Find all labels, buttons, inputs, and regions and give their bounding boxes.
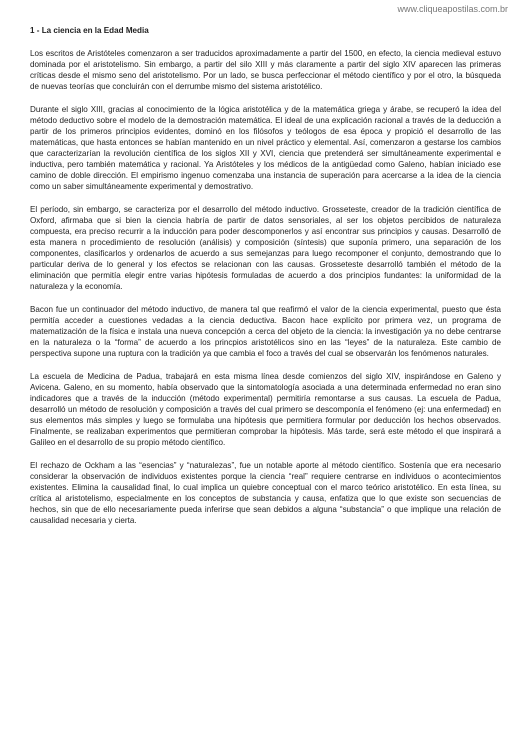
section-title: 1 - La ciencia en la Edad Media: [30, 26, 149, 35]
site-url: www.cliqueapostilas.com.br: [397, 4, 508, 14]
paragraph-metodo-inductivo: El período, sin embargo, se caracteriza por el desarrollo del método inductivo. Grosseteste, creador de la tradición científica de Oxford, afirmaba que si bien la ciencia habría de partir de datos sensoriales, al ser los objetos percibidos de naturaleza compuesta, era preciso recurrir a la inducción para poder descomponerlos y así encontrar sus principios y causas. Desarrolló de esta manera n procedimiento de resolución (análisis) y composición (síntesis) que suponía primero, una separación de los componentes, clasificarlos y ordenarlos de acuerdo a sus semejanzas para luego recomponer el conjunto, demostrando que lo particular deriva de lo general y los efectos se relacionan con las causas. Grosseteste desarrolló también el método de la eliminación que permitía elegir entre varias hipótesis formuladas de acuerdo a dos principios fundantes: la uniformidad de la naturaleza y la economía.: [30, 205, 501, 291]
paragraph-padua: La escuela de Medicina de Padua, trabajará en esta misma línea desde comienzos del siglo XIV, inspirándose en Galeno y Avicena. Galeno, en su momento, había observado que la sintomatología asociada a una determinada enfermedad no eran sino indicadores que a través de la inducción (método experimental) permitiría remontarse a sus causas. La escuela de Padua, desarrolló un método de resolución y composición a través del cual primero se descomponía el fenómeno (ej: una enfermedad) en sus elementos más simples y luego se formulaba una hipótesis que permitiera formular por deducción los hechos observados. Finalmente, se realizaban experimentos que permitieran comprobar la hipótesis. Más tarde, será este método el que inspirará a Galileo en el desarrollo de su propio método científico.: [30, 372, 501, 447]
paragraph-siglo-xiii: Durante el siglo XIII, gracias al conocimiento de la lógica aristotélica y de la matemática griega y árabe, se recuperó la idea del método deductivo sobre el modelo de la demostración matemática. El ideal de una explicación racional a través de la deducción a partir de los primeros principios evidentes, dominó en los filósofos y teólogos de esa época y propició el desarrollo de las matemáticas, que hasta entonces se habían mantenido en un nivel práctico y elemental. Así, comenzaron a gestarse los cambios que caracterizarían la revolución científica de los siglos XII y XVI, ciencia que pretenderá ser simultáneamente experimental e inductiva, pero también matemática y racional. Ya Aristóteles y los médicos de la antigüedad como Galeno, habían iniciado ese camino de doble dirección. El empirismo ingenuo comenzaba una instancia de superación para acercarse a la idea de la ciencia como un saber simultáneamente experimental y demostrativo.: [30, 105, 501, 191]
paragraph-bacon: Bacon fue un continuador del método inductivo, de manera tal que reafirmó el valor de la ciencia experimental, puesto que ésta permitía acceder a cuestiones vedadas a la ciencia deductiva. Bacon hace explícito por primera vez, un programa de matematización de la física e instala una nueva concepción a cerca del objeto de la ciencia: la investigación ya no debe centrarse en la naturaleza o la “forma” de acuerdo a los princpios aristotélicos sino en las “leyes” de la naturaleza. Este cambio de perspectiva supone una ruptura con la tradición ya que cambia el foco a través del cual se observarán los fenómenos naturales.: [30, 305, 501, 358]
document-body: [30, 25, 501, 538]
paragraph-ockham: El rechazo de Ockham a las “esencias” y “naturalezas”, fue un notable aporte al método científico. Sostenía que era necesario considerar la observación de individuos existentes porque la ciencia “real” requiere centrarse en individuos o acontecimientos existentes. Elimina la causalidad final, lo cual implica un quiebre conceptual con el marco teórico aristotélico. En esta línea, su crítica al aristotelismo, especialmente en los conceptos de substancia y causa, enfatiza que lo que existe son secuencias de hechos, sin que de ello necesariamente pueda inferirse que sean debidos a alguna “substancia” o que implique una relación de causalidad necesaria y cierta.: [30, 461, 501, 525]
paragraph-aristotelismo: Los escritos de Aristóteles comenzaron a ser traducidos aproximadamente a partir del 1500, en efecto, la ciencia medieval estuvo dominada por el aristotelismo. Sin embargo, a partir del silo XIII y más claramente a partir del siglo XIV aparecen las primeras críticas desde el mismo seno del aristotelismo. Por un lado, se busca perfeccionar el método científico y por el otro, la búsqueda de nuevas teorías que concluirán con el derrumbe mismo del sistema aristotélico.: [30, 49, 501, 91]
